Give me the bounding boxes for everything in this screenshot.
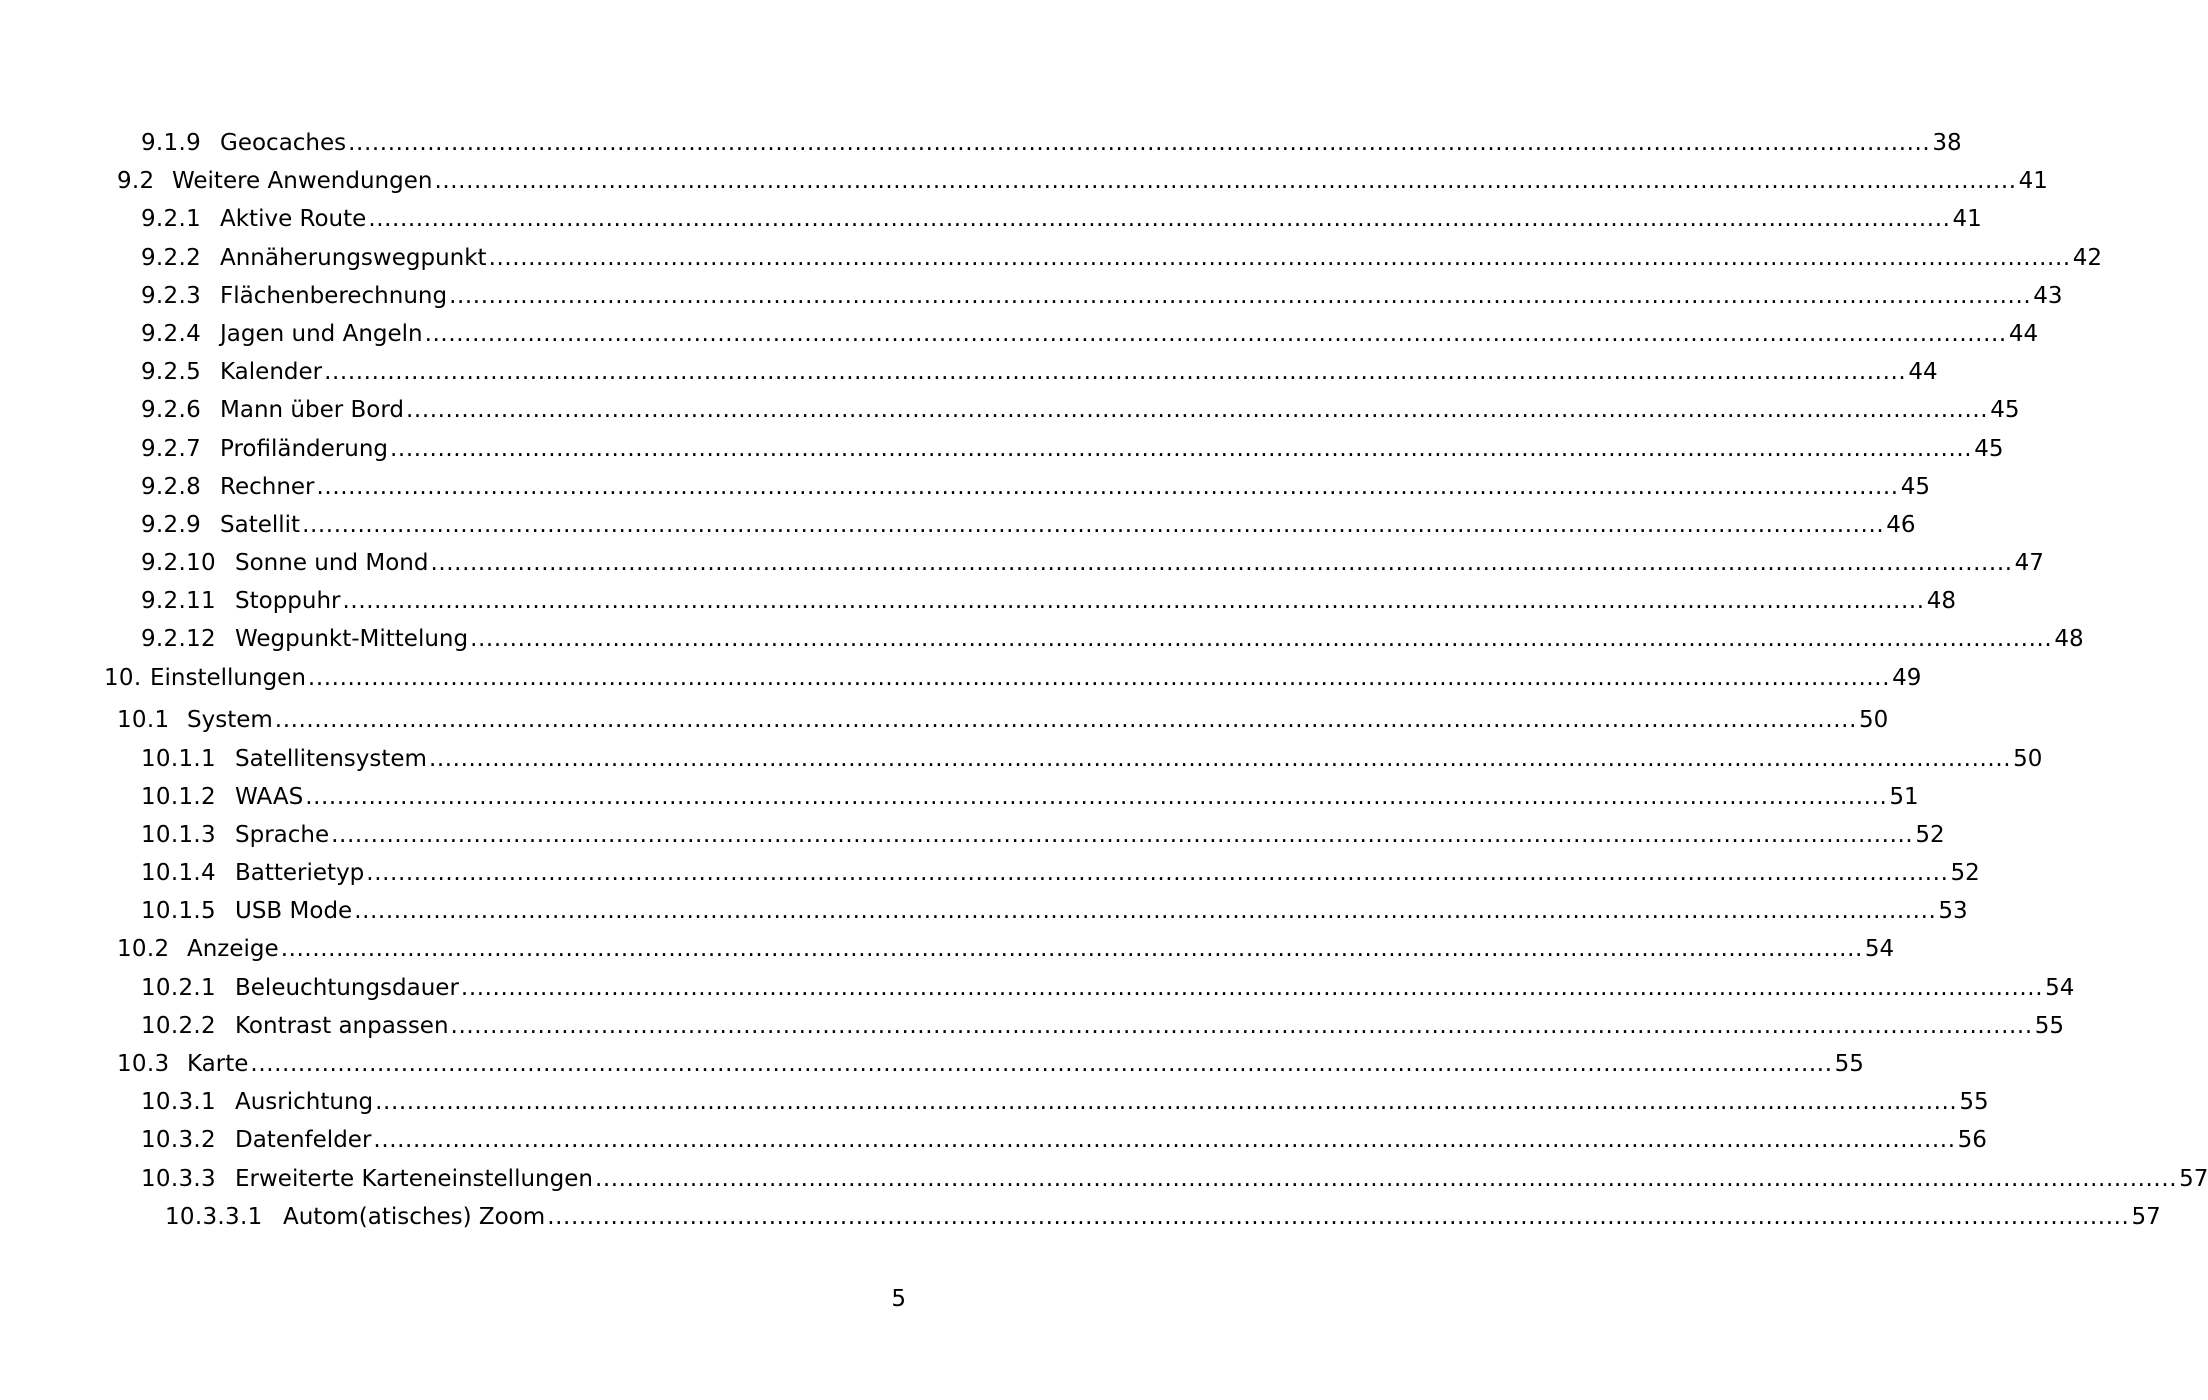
entry-number: 10.2 xyxy=(117,936,170,963)
entry-page-number: 54 xyxy=(2045,974,2075,1001)
entry-title: Datenfelder xyxy=(235,1127,372,1154)
entry-number: 9.2.9 xyxy=(141,511,202,538)
entry-title: Autom(atisches) Zoom xyxy=(283,1203,546,1230)
entry-title: Geocaches xyxy=(220,130,347,156)
entry-number: 9.2.4 xyxy=(141,320,202,347)
dot-leader: ........................................................................................................................................................................................................ xyxy=(373,1127,1956,1154)
toc-entry[interactable] xyxy=(0,740,2043,778)
entry-page-number: 47 xyxy=(2014,550,2044,577)
toc-entry[interactable] xyxy=(0,778,1919,816)
entry-number: 10.3.3 xyxy=(141,1165,216,1192)
toc-chapter-entry[interactable] xyxy=(0,659,1922,697)
entry-number: 10.1.4 xyxy=(141,860,216,887)
toc-entry[interactable] xyxy=(0,430,2004,468)
dot-leader: ........................................................................................................................................................................................................ xyxy=(331,821,1914,848)
toc-entry[interactable] xyxy=(0,544,2044,582)
entry-title: Satellit xyxy=(220,511,301,538)
entry-page-number: 43 xyxy=(2033,282,2063,309)
page-number: 5 xyxy=(891,1286,906,1312)
toc-entry[interactable] xyxy=(0,1198,2161,1236)
entry-page-number: 55 xyxy=(1959,1089,1989,1116)
dot-leader: ........................................................................................................................................................................................................ xyxy=(428,745,2012,772)
entry-number: 10.2.1 xyxy=(141,974,216,1001)
entry-page-number: 55 xyxy=(2034,1012,2065,1039)
toc-entry[interactable] xyxy=(0,506,1916,544)
dot-leader: ........................................................................................................................................................................................................ xyxy=(316,473,1899,500)
toc-entry[interactable] xyxy=(0,854,1980,892)
entry-number: 9.2.11 xyxy=(141,588,216,615)
dot-leader: ........................................................................................................................................................................................................ xyxy=(324,359,1907,386)
entry-title: Satellitensystem xyxy=(235,745,427,772)
toc-entry[interactable] xyxy=(0,124,1962,162)
toc-entry[interactable] xyxy=(0,1160,2208,1198)
dot-leader: ........................................................................................................................................................................................................ xyxy=(307,664,1891,691)
dot-leader: ........................................................................................................................................................................................................ xyxy=(375,1089,1958,1116)
entry-page-number: 45 xyxy=(1900,473,1931,500)
toc-entry[interactable] xyxy=(0,620,2084,658)
entry-number: 10.1.1 xyxy=(141,745,216,772)
entry-number: 10.3.1 xyxy=(141,1089,216,1116)
toc-entry[interactable] xyxy=(0,930,1895,968)
entry-page-number: 41 xyxy=(2018,168,2048,195)
entry-page-number: 53 xyxy=(1938,898,1968,925)
entry-title: USB Mode xyxy=(235,898,353,925)
entry-title: Rechner xyxy=(220,473,315,500)
entry-title: WAAS xyxy=(235,783,304,810)
dot-leader: ........................................................................................................................................................................................................ xyxy=(460,974,2044,1001)
entry-page-number: 42 xyxy=(2072,244,2103,271)
entry-page-number: 46 xyxy=(1886,511,1916,538)
entry-number: 10.3 xyxy=(117,1051,170,1077)
entry-page-number: 57 xyxy=(2179,1165,2208,1192)
dot-leader: ........................................................................................................................................................................................................ xyxy=(366,860,1949,887)
dot-leader: ........................................................................................................................................................................................................ xyxy=(342,588,1925,615)
dot-leader: ........................................................................................................................................................................................................ xyxy=(354,898,1937,925)
entry-number: 9.2.7 xyxy=(141,435,202,462)
entry-page-number: 50 xyxy=(1859,707,1889,734)
dot-leader: ........................................................................................................................................................................................................ xyxy=(424,320,2007,347)
toc-entry[interactable] xyxy=(0,239,2103,277)
entry-title: Mann über Bord xyxy=(220,397,404,424)
entry-title: Sprache xyxy=(235,821,330,848)
entry-number: 9.2.2 xyxy=(141,244,202,271)
toc-entry[interactable] xyxy=(0,1083,1989,1121)
entry-number: 10.2.2 xyxy=(141,1012,216,1039)
entry-number: 10.1 xyxy=(117,707,170,734)
entry-title: Jagen und Angeln xyxy=(220,320,423,347)
dot-leader: ........................................................................................................................................................................................................ xyxy=(594,1165,2178,1192)
entry-title: System xyxy=(187,707,273,734)
entry-title: Beleuchtungsdauer xyxy=(235,974,459,1001)
toc-entry[interactable] xyxy=(0,1045,1864,1083)
entry-title: Profiländerung xyxy=(220,435,388,462)
entry-page-number: 54 xyxy=(1864,936,1895,963)
toc-entry[interactable] xyxy=(0,582,1956,620)
entry-page-number: 52 xyxy=(1915,821,1945,848)
dot-leader: ........................................................................................................................................................................................................ xyxy=(250,1051,1833,1077)
entry-number: 9.2.1 xyxy=(141,206,202,233)
entry-title: Annäherungswegpunkt xyxy=(220,244,487,271)
entry-page-number: 56 xyxy=(1957,1127,1987,1154)
entry-page-number: 52 xyxy=(1950,860,1980,887)
entry-page-number: 55 xyxy=(1834,1051,1864,1077)
entry-title: Karte xyxy=(187,1051,249,1077)
entry-number: 9.2.12 xyxy=(141,626,216,653)
entry-number: 9.2.6 xyxy=(141,397,202,424)
entry-number: 10.1.2 xyxy=(141,783,216,810)
entry-title: Einstellungen xyxy=(150,664,306,691)
entry-number: 9.2.5 xyxy=(141,359,202,386)
entry-page-number: 48 xyxy=(1926,588,1956,615)
toc-entry[interactable] xyxy=(0,200,1982,238)
entry-title: Aktive Route xyxy=(220,206,367,233)
entry-number: 9.1.9 xyxy=(141,130,202,156)
entry-number: 10. xyxy=(104,664,142,691)
entry-page-number: 44 xyxy=(1908,359,1938,386)
entry-number: 10.1.5 xyxy=(141,898,216,925)
entry-page-number: 45 xyxy=(1974,435,2004,462)
entry-title: Kalender xyxy=(220,359,323,386)
toc-entry[interactable] xyxy=(0,315,2039,353)
dot-leader: ........................................................................................................................................................................................................ xyxy=(280,936,1863,963)
table-of-contents xyxy=(0,124,2208,1236)
dot-leader: ........................................................................................................................................................................................................ xyxy=(305,783,1888,810)
entry-number: 10.3.2 xyxy=(141,1127,216,1154)
dot-leader: ........................................................................................................................................................................................................ xyxy=(348,130,1931,156)
toc-entry[interactable] xyxy=(0,1121,1987,1159)
toc-entry[interactable] xyxy=(0,391,2020,429)
entry-number: 9.2.8 xyxy=(141,473,202,500)
toc-entry[interactable] xyxy=(0,1007,2065,1045)
dot-leader: ........................................................................................................................................................................................................ xyxy=(368,206,1951,233)
entry-title: Ausrichtung xyxy=(235,1089,374,1116)
toc-entry[interactable] xyxy=(0,969,2075,1007)
entry-title: Sonne und Mond xyxy=(235,550,429,577)
entry-page-number: 44 xyxy=(2008,320,2039,347)
entry-page-number: 51 xyxy=(1889,783,1919,810)
toc-entry[interactable] xyxy=(0,701,1889,739)
toc-entry[interactable] xyxy=(0,468,1931,506)
entry-title: Flächenberechnung xyxy=(220,282,448,309)
dot-leader: ........................................................................................................................................................................................................ xyxy=(488,244,2071,271)
entry-page-number: 38 xyxy=(1932,130,1962,156)
entry-page-number: 49 xyxy=(1892,664,1922,691)
dot-leader: ........................................................................................................................................................................................................ xyxy=(302,511,1885,538)
entry-page-number: 41 xyxy=(1952,206,1982,233)
entry-number: 10.1.3 xyxy=(141,821,216,848)
entry-title: Weitere Anwendungen xyxy=(172,168,433,195)
toc-entry[interactable] xyxy=(0,816,1945,854)
entry-title: Wegpunkt-Mittelung xyxy=(235,626,469,653)
entry-number: 9.2.10 xyxy=(141,550,216,577)
entry-title: Batterietyp xyxy=(235,860,365,887)
entry-number: 10.3.3.1 xyxy=(165,1203,263,1230)
entry-title: Anzeige xyxy=(187,936,279,963)
entry-number: 9.2 xyxy=(117,168,155,195)
dot-leader: ........................................................................................................................................................................................................ xyxy=(470,626,2053,653)
entry-page-number: 57 xyxy=(2131,1203,2161,1230)
toc-entry[interactable] xyxy=(0,277,2063,315)
dot-leader: ........................................................................................................................................................................................................ xyxy=(547,1203,2130,1230)
entry-title: Stoppuhr xyxy=(235,588,341,615)
entry-page-number: 50 xyxy=(2013,745,2043,772)
dot-leader: ........................................................................................................................................................................................................ xyxy=(406,397,1989,424)
dot-leader: ........................................................................................................................................................................................................ xyxy=(390,435,1973,462)
dot-leader: ........................................................................................................................................................................................................ xyxy=(450,1012,2033,1039)
toc-entry[interactable] xyxy=(0,892,1968,930)
entry-page-number: 45 xyxy=(1990,397,2020,424)
dot-leader: ........................................................................................................................................................................................................ xyxy=(430,550,2013,577)
toc-entry[interactable] xyxy=(0,162,2048,200)
dot-leader: ........................................................................................................................................................................................................ xyxy=(274,707,1857,734)
entry-number: 9.2.3 xyxy=(141,282,202,309)
toc-entry[interactable] xyxy=(0,353,1938,391)
entry-title: Erweiterte Karteneinstellungen xyxy=(235,1165,593,1192)
dot-leader: ........................................................................................................................................................................................................ xyxy=(434,168,2017,195)
entry-page-number: 48 xyxy=(2054,626,2084,653)
entry-title: Kontrast anpassen xyxy=(235,1012,449,1039)
dot-leader: ........................................................................................................................................................................................................ xyxy=(449,282,2032,309)
